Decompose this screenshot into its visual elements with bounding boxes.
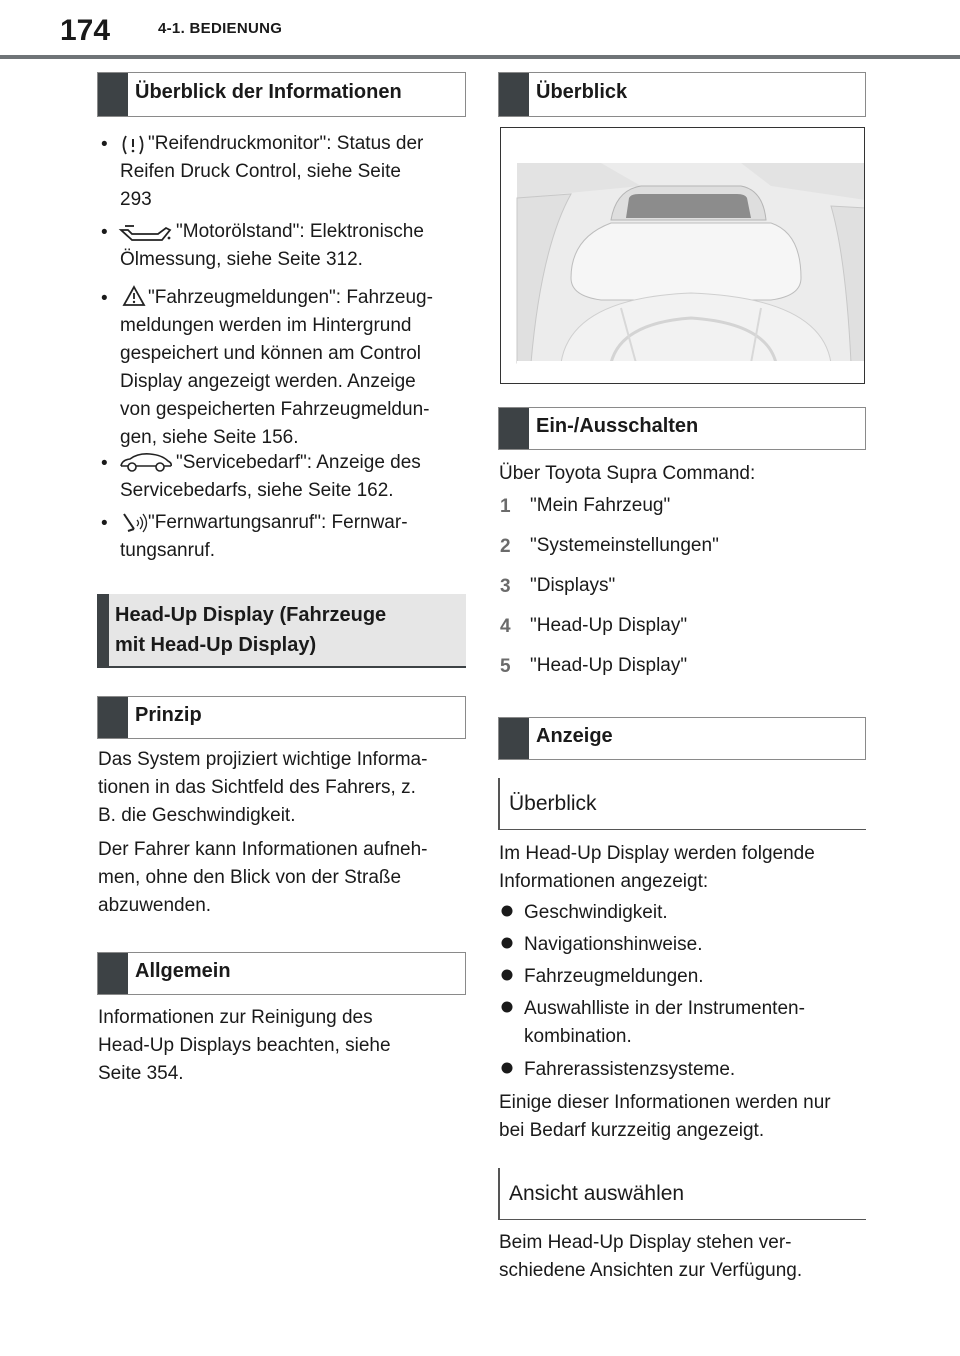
warning-triangle-icon bbox=[122, 285, 146, 307]
bullet-line: Display angezeigt werden. Anzeige bbox=[120, 371, 416, 392]
bullet-line: Reifen Druck Control, siehe Seite bbox=[120, 161, 401, 182]
heading-overview bbox=[498, 72, 866, 117]
text-line: Head-Up Displays beachten, siehe bbox=[98, 1035, 391, 1056]
text-line: Beim Head-Up Display stehen ver- bbox=[499, 1232, 792, 1253]
bullet-line: gen, siehe Seite 156. bbox=[120, 427, 299, 448]
step-number: 3 bbox=[500, 576, 511, 597]
heading-anzeige bbox=[498, 717, 866, 760]
bullet-line: tungsanruf. bbox=[120, 540, 216, 561]
heading-allgemein bbox=[97, 952, 466, 995]
text-line: schiedene Ansichten zur Verfügung. bbox=[499, 1260, 803, 1281]
list-bullet bbox=[500, 1000, 514, 1014]
list-item: Fahrzeugmeldungen. bbox=[524, 966, 704, 987]
bullet-first-line: "Reifendruckmonitor": Status der bbox=[148, 133, 424, 154]
text-line: Das System projiziert wichtige Informa- bbox=[98, 749, 428, 770]
list-item: Navigationshinweise. bbox=[524, 934, 703, 955]
text-line: B. die Geschwindigkeit. bbox=[98, 805, 296, 826]
wrench-call-icon bbox=[120, 510, 150, 534]
subheading-select-view bbox=[498, 1168, 866, 1220]
text-line: Informationen zur Reinigung des bbox=[98, 1007, 373, 1028]
bullet-line: gespeichert und können am Control bbox=[120, 343, 422, 364]
paragraph-prinzip-1 bbox=[98, 746, 427, 830]
step-text: "Systemeinstellungen" bbox=[530, 535, 719, 556]
bullet-dot: • bbox=[101, 513, 108, 534]
heading-text: Überblick bbox=[536, 81, 628, 103]
list-item: Fahrerassistenzsysteme. bbox=[524, 1059, 736, 1080]
paragraph-allgemein bbox=[98, 1004, 391, 1088]
bullet-line: Ölmessung, siehe Seite 312. bbox=[120, 249, 363, 270]
heading-on-off bbox=[498, 407, 866, 450]
step-text: "Mein Fahrzeug" bbox=[530, 495, 671, 516]
heading-text: Allgemein bbox=[135, 960, 231, 982]
bullet-line: 293 bbox=[120, 189, 152, 210]
subheading-text: Überblick bbox=[509, 792, 597, 815]
heading-line: mit Head-Up Display) bbox=[115, 634, 317, 656]
text-line: Informationen angezeigt: bbox=[499, 871, 709, 892]
anzeige-note bbox=[499, 1089, 831, 1145]
text-line: Auswahlliste in der Instrumenten- bbox=[524, 998, 805, 1019]
list-item: Geschwindigkeit. bbox=[524, 902, 668, 923]
bullet-first-line: "Motorölstand": Elektronische bbox=[176, 221, 424, 242]
subheading-overview bbox=[498, 778, 866, 830]
text-line: tionen in das Sichtfeld des Fahrers, z. bbox=[98, 777, 416, 798]
text-line: Einige dieser Informationen werden nur bbox=[499, 1092, 831, 1113]
heading-text: Anzeige bbox=[536, 725, 613, 747]
bullet-dot: • bbox=[101, 222, 108, 243]
bullet-dot: • bbox=[101, 453, 108, 474]
heading-text: Ein-/Ausschalten bbox=[536, 415, 699, 437]
bullet-dot: • bbox=[101, 134, 108, 155]
text-line: Der Fahrer kann Informationen aufneh- bbox=[98, 839, 428, 860]
on-off-intro: Über Toyota Supra Command: bbox=[499, 463, 756, 484]
subheading-text: Ansicht auswählen bbox=[509, 1182, 685, 1205]
step-number: 4 bbox=[500, 616, 511, 637]
chapter-title: 4-1. BEDIENUNG bbox=[158, 20, 283, 37]
list-bullet bbox=[500, 1061, 514, 1075]
car-service-icon bbox=[118, 450, 174, 474]
tire-pressure-icon bbox=[120, 134, 146, 156]
header-rule bbox=[0, 55, 960, 59]
anzeige-intro bbox=[499, 840, 815, 896]
head-up-display-illustration bbox=[500, 127, 865, 384]
text-line: Im Head-Up Display werden folgende bbox=[499, 843, 815, 864]
view-paragraph bbox=[499, 1229, 802, 1285]
heading-line: Head-Up Display (Fahrzeuge bbox=[115, 604, 387, 626]
paragraph-prinzip-2 bbox=[98, 836, 428, 920]
list-bullet bbox=[500, 968, 514, 982]
bullet-first-line: "Fahrzeugmeldungen": Fahrzeug- bbox=[148, 287, 433, 308]
step-text: "Head-Up Display" bbox=[530, 655, 688, 676]
step-number: 1 bbox=[500, 496, 511, 517]
text-line: Seite 354. bbox=[98, 1063, 184, 1084]
list-bullet bbox=[500, 936, 514, 950]
oil-can-icon bbox=[118, 222, 174, 244]
heading-text: Prinzip bbox=[135, 704, 202, 726]
text-line: bei Bedarf kurzzeitig angezeigt. bbox=[499, 1120, 765, 1141]
page-number: 174 bbox=[60, 14, 111, 47]
text-line: kombination. bbox=[524, 1026, 632, 1047]
bullet-first-line: "Servicebedarf": Anzeige des bbox=[176, 452, 421, 473]
bullet-dot: • bbox=[101, 288, 108, 309]
bullet-first-line: "Fernwartungsanruf": Fernwar- bbox=[148, 512, 408, 533]
list-bullet bbox=[500, 904, 514, 918]
step-text: "Displays" bbox=[530, 575, 616, 596]
bullet-line: meldungen werden im Hintergrund bbox=[120, 315, 412, 336]
heading-text: Überblick der Informationen bbox=[135, 81, 402, 103]
text-line: abzuwenden. bbox=[98, 895, 212, 916]
bullet-line: von gespeicherten Fahrzeugmeldun- bbox=[120, 399, 430, 420]
step-number: 2 bbox=[500, 536, 511, 557]
dashboard-drawing bbox=[501, 128, 865, 384]
list-item bbox=[524, 995, 805, 1051]
step-number: 5 bbox=[500, 656, 511, 677]
bullet-line: Servicebedarfs, siehe Seite 162. bbox=[120, 480, 394, 501]
heading-info-overview bbox=[97, 72, 466, 117]
heading-head-up-display bbox=[97, 594, 466, 668]
heading-prinzip bbox=[97, 696, 466, 739]
step-text: "Head-Up Display" bbox=[530, 615, 688, 636]
text-line: men, ohne den Blick von der Straße bbox=[98, 867, 402, 888]
